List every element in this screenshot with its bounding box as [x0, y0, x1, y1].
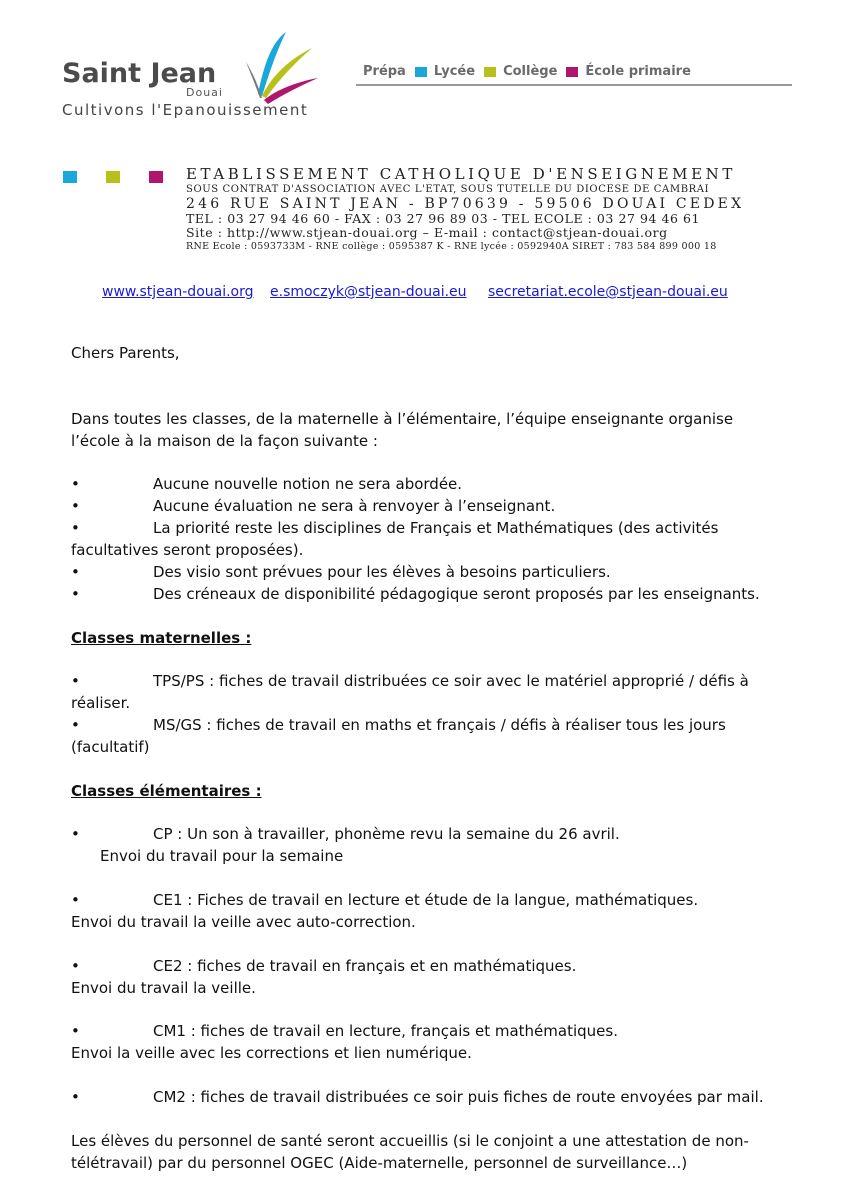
class-note: Envoi la veille avec les corrections et lien numérique.	[71, 1044, 472, 1062]
secretariat-email-link[interactable]: secretariat.ecole@stjean-douai.eu	[488, 284, 728, 300]
bullet-icon: •	[71, 672, 80, 690]
list-item: • La priorité reste les disciplines de Français et Mathématiques (des activités facultatives seront proposées).	[71, 519, 719, 559]
bullet-icon: •	[71, 519, 80, 537]
level-lycee-square-icon	[415, 67, 427, 77]
bullet-icon: •	[71, 1022, 80, 1040]
levels-divider	[356, 84, 792, 86]
institution-info	[186, 165, 744, 254]
square-green-icon	[106, 171, 120, 183]
logo-name: Saint Jean	[62, 58, 217, 89]
bullet-icon: •	[71, 585, 80, 603]
list-item: • CM2 : fiches de travail distribuées ce soir puis fiches de route envoyées par mail.	[71, 1088, 764, 1106]
list-item: • TPS/PS : fiches de travail distribuées ce soir avec le matériel approprié / défis à réaliser.	[71, 672, 749, 712]
class-note: Envoi du travail la veille avec auto-correction.	[71, 913, 416, 931]
closing-paragraph: Les élèves du personnel de santé seront accueillis (si le conjoint a une attestation de non-télétravail) par du personnel OGEC (Aide-maternelle, personnel de surveillance…)	[71, 1132, 749, 1172]
level-primaire-square-icon	[566, 67, 578, 77]
bullet-icon: •	[71, 957, 80, 975]
square-magenta-icon	[149, 171, 163, 183]
website-link[interactable]: www.stjean-douai.org	[102, 284, 254, 300]
list-item: • Des créneaux de disponibilité pédagogique seront proposés par les enseignants.	[71, 585, 760, 603]
class-note: Envoi du travail pour la semaine	[100, 847, 344, 865]
institution-phones: TEL : 03 27 94 46 60 - FAX : 03 27 96 89 03 - TEL ECOLE : 03 27 94 46 61	[186, 211, 701, 226]
logo-town: Douai	[186, 86, 223, 99]
institution-ids: RNE Ecole : 0593733M - RNE collège : 0595387 K - RNE lycée : 0592940A SIRET : 783 584 899 000 18	[186, 241, 717, 252]
director-email-link[interactable]: e.smoczyk@stjean-douai.eu	[270, 284, 467, 300]
level-lycee: Lycée	[433, 64, 476, 79]
institution-type: ETABLISSEMENT CATHOLIQUE D'ENSEIGNEMENT	[186, 165, 737, 183]
logo-motto: Cultivons l'Epanouissement	[62, 101, 309, 119]
maternelle-heading: Classes maternelles :	[71, 629, 252, 647]
salutation: Chers Parents,	[71, 344, 180, 362]
institution-web: Site : http://www.stjean-douai.org – E-mail : contact@stjean-douai.org	[186, 225, 668, 240]
elementaire-heading: Classes élémentaires :	[71, 782, 262, 800]
list-item: • MS/GS : fiches de travail en maths et français / défis à réaliser tous les jours (facultatif)	[71, 716, 726, 756]
school-levels	[363, 64, 691, 79]
list-item: • Aucune nouvelle notion ne sera abordée.	[71, 475, 463, 493]
bullet-icon: •	[71, 716, 80, 734]
list-item: • Aucune évaluation ne sera à renvoyer à l’enseignant.	[71, 497, 556, 515]
bullet-icon: •	[71, 1088, 80, 1106]
bullet-icon: •	[71, 563, 80, 581]
level-prepa: Prépa	[363, 64, 406, 79]
level-college: Collège	[503, 64, 558, 79]
level-college-square-icon	[484, 67, 496, 77]
list-item: • CP : Un son à travailler, phonème revu la semaine du 26 avril.	[71, 825, 620, 843]
list-item: • CE2 : fiches de travail en français et en mathématiques.	[71, 957, 577, 975]
square-blue-icon	[63, 171, 77, 183]
bullet-icon: •	[71, 475, 80, 493]
level-primaire: École primaire	[585, 64, 691, 79]
bullet-icon: •	[71, 497, 80, 515]
list-item: • CE1 : Fiches de travail en lecture et étude de la langue, mathématiques.	[71, 891, 699, 909]
intro-paragraph: Dans toutes les classes, de la maternelle à l’élémentaire, l’équipe enseignante organise l’école à la maison de la façon suivante :	[71, 410, 734, 450]
bullet-icon: •	[71, 825, 80, 843]
list-item: • CM1 : fiches de travail en lecture, français et mathématiques.	[71, 1022, 618, 1040]
institution-contract: SOUS CONTRAT D'ASSOCIATION AVEC L'ETAT, SOUS TUTELLE DU DIOCESE DE CAMBRAI	[186, 184, 710, 195]
class-note: Envoi du travail la veille.	[71, 979, 256, 997]
institution-address: 246 RUE SAINT JEAN - BP70639 - 59506 DOUAI CEDEX	[186, 196, 745, 212]
list-item: • Des visio sont prévues pour les élèves à besoins particuliers.	[71, 563, 611, 581]
bullet-icon: •	[71, 891, 80, 909]
